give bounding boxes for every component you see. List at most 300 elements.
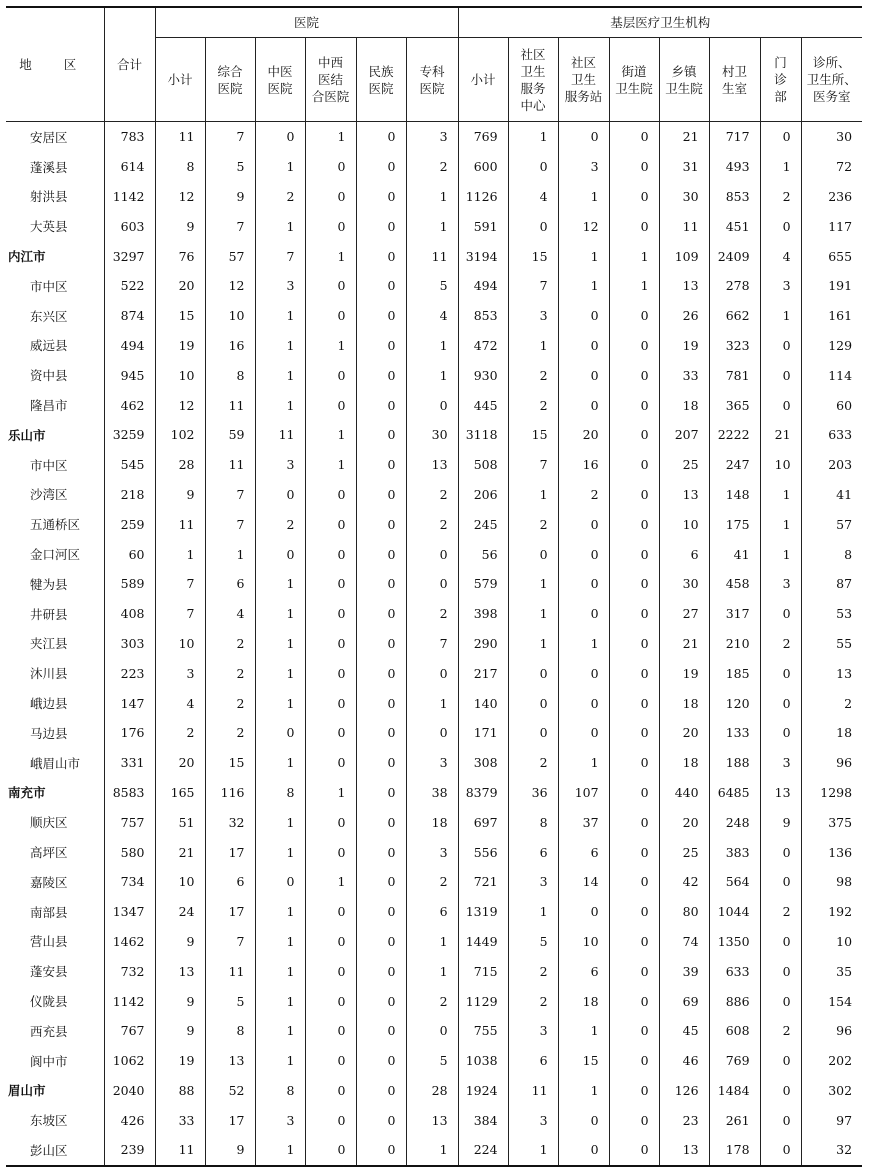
region-name: 阆中市 [30, 1053, 68, 1069]
value-text: 1142 [112, 188, 145, 204]
value-text: 0 [387, 516, 396, 532]
value-text: 248 [725, 814, 750, 830]
value-cell [205, 480, 255, 510]
value-text: 9 [236, 188, 245, 204]
table-row [6, 748, 862, 778]
value-text: 2 [439, 606, 448, 622]
value-text: 0 [640, 367, 649, 383]
value-cell [104, 837, 155, 867]
value-text: 0 [590, 1112, 599, 1128]
value-text: 102 [170, 427, 195, 443]
value-cell [801, 152, 862, 182]
value-cell [356, 331, 406, 361]
value-text: 161 [828, 308, 853, 324]
region-name-cell [6, 986, 104, 1016]
value-cell [104, 629, 155, 659]
value-cell [255, 986, 305, 1016]
value-text: 0 [387, 814, 396, 830]
value-text: 7 [186, 606, 195, 622]
value-text: 97 [836, 1112, 853, 1128]
value-cell [305, 241, 356, 271]
value-cell [558, 1046, 609, 1076]
value-cell [458, 1076, 508, 1106]
value-text: 1350 [717, 933, 750, 949]
value-cell [155, 748, 205, 778]
value-cell [205, 509, 255, 539]
value-cell [104, 569, 155, 599]
value-cell [801, 1105, 862, 1135]
value-text: 0 [640, 904, 649, 920]
value-text: 206 [473, 486, 498, 502]
value-cell [255, 569, 305, 599]
value-text: 697 [473, 814, 498, 830]
value-text: 0 [337, 963, 346, 979]
region-name-cell [6, 569, 104, 599]
value-text: 0 [387, 963, 396, 979]
value-text: 6 [690, 546, 699, 562]
value-cell [709, 390, 760, 420]
value-cell [558, 927, 609, 957]
value-text: 1 [590, 278, 599, 294]
value-text: 0 [337, 933, 346, 949]
value-cell [205, 1046, 255, 1076]
value-text: 0 [590, 665, 599, 681]
value-text: 2 [782, 635, 791, 651]
value-text: 1924 [465, 1082, 498, 1098]
value-cell [155, 778, 205, 808]
value-text: 0 [590, 367, 599, 383]
value-text: 0 [590, 904, 599, 920]
value-cell [801, 599, 862, 629]
value-cell [659, 241, 709, 271]
value-cell [356, 420, 406, 450]
value-cell [609, 331, 659, 361]
value-cell [305, 1046, 356, 1076]
value-text: 1298 [820, 784, 853, 800]
value-text: 1 [286, 397, 295, 413]
table-row [6, 658, 862, 688]
value-cell [305, 539, 356, 569]
value-text: 217 [473, 665, 498, 681]
value-text: 4 [782, 248, 791, 264]
value-cell [659, 480, 709, 510]
value-cell [558, 1016, 609, 1046]
value-cell [406, 599, 458, 629]
value-cell [406, 420, 458, 450]
value-text: 0 [640, 755, 649, 771]
value-text: 0 [387, 308, 396, 324]
region-name-cell [6, 390, 104, 420]
region-name-cell [6, 539, 104, 569]
value-cell [356, 956, 406, 986]
value-cell [801, 1046, 862, 1076]
column-header: 民族 医院 [356, 38, 406, 122]
value-text: 0 [387, 248, 396, 264]
value-cell [104, 599, 155, 629]
value-cell [659, 182, 709, 212]
value-cell [104, 807, 155, 837]
value-text: 0 [337, 755, 346, 771]
value-cell [255, 420, 305, 450]
value-cell [458, 778, 508, 808]
value-text: 10 [178, 367, 195, 383]
value-text: 27 [682, 606, 699, 622]
value-cell [406, 182, 458, 212]
value-text: 80 [682, 904, 699, 920]
value-cell [205, 956, 255, 986]
table-row [6, 927, 862, 957]
region-name-cell [6, 1135, 104, 1166]
value-text: 0 [640, 874, 649, 890]
value-text: 3 [539, 308, 548, 324]
value-cell [305, 211, 356, 241]
value-text: 721 [473, 874, 498, 890]
value-cell [305, 927, 356, 957]
value-text: 11 [178, 129, 195, 145]
value-text: 0 [439, 576, 448, 592]
table-row [6, 1105, 862, 1135]
value-text: 1 [286, 1142, 295, 1158]
value-cell [659, 629, 709, 659]
value-text: 0 [640, 963, 649, 979]
column-header: 综合 医院 [205, 38, 255, 122]
value-cell [255, 629, 305, 659]
region-name-cell [6, 897, 104, 927]
value-cell [406, 1135, 458, 1166]
column-header: 诊所、 卫生所、 医务室 [801, 38, 862, 122]
value-cell [558, 748, 609, 778]
value-cell [205, 301, 255, 331]
region-name: 沙湾区 [30, 487, 68, 503]
value-text: 600 [473, 159, 498, 175]
value-cell [508, 331, 558, 361]
value-cell [801, 807, 862, 837]
value-cell [801, 301, 862, 331]
value-text: 308 [473, 755, 498, 771]
value-cell [508, 748, 558, 778]
value-text: 6 [539, 1053, 548, 1069]
value-cell [508, 152, 558, 182]
value-text: 0 [590, 516, 599, 532]
value-cell [255, 867, 305, 897]
value-cell [104, 748, 155, 778]
value-cell [709, 1135, 760, 1166]
value-text: 564 [725, 874, 750, 890]
table-row [6, 778, 862, 808]
value-cell [458, 122, 508, 152]
value-cell [709, 927, 760, 957]
value-text: 0 [337, 516, 346, 532]
value-text: 0 [387, 159, 396, 175]
value-text: 1 [286, 337, 295, 353]
value-text: 2 [236, 635, 245, 651]
value-cell [255, 1046, 305, 1076]
value-text: 717 [725, 129, 750, 145]
value-text: 375 [828, 814, 853, 830]
value-text: 2222 [717, 427, 750, 443]
value-text: 0 [782, 218, 791, 234]
value-text: 32 [228, 814, 245, 830]
value-text: 21 [178, 844, 195, 860]
value-cell [155, 152, 205, 182]
value-text: 0 [387, 844, 396, 860]
value-cell [104, 1105, 155, 1135]
value-text: 35 [836, 963, 853, 979]
value-cell [155, 122, 205, 152]
value-cell [205, 1016, 255, 1046]
value-cell [760, 480, 801, 510]
value-cell [255, 390, 305, 420]
value-text: 853 [473, 308, 498, 324]
value-text: 7 [186, 576, 195, 592]
value-text: 0 [640, 635, 649, 651]
value-cell [508, 420, 558, 450]
value-cell [609, 1105, 659, 1135]
value-cell [709, 807, 760, 837]
value-text: 1 [337, 874, 346, 890]
value-text: 0 [387, 1112, 396, 1128]
value-cell [760, 927, 801, 957]
table-row [6, 599, 862, 629]
value-cell [104, 450, 155, 480]
value-cell [104, 778, 155, 808]
value-text: 21 [774, 427, 791, 443]
value-text: 769 [473, 129, 498, 145]
value-text: 3 [782, 576, 791, 592]
region-name: 营山县 [30, 934, 68, 950]
value-cell [609, 450, 659, 480]
value-text: 0 [286, 725, 295, 741]
region-name: 资中县 [30, 368, 68, 384]
value-cell [558, 509, 609, 539]
value-cell [659, 897, 709, 927]
value-text: 1347 [112, 904, 145, 920]
value-cell [609, 390, 659, 420]
value-cell [508, 807, 558, 837]
value-cell [760, 1076, 801, 1106]
value-text: 0 [337, 904, 346, 920]
value-text: 0 [640, 725, 649, 741]
value-cell [205, 599, 255, 629]
value-text: 3 [186, 665, 195, 681]
value-text: 2 [782, 904, 791, 920]
value-text: 591 [473, 218, 498, 234]
value-cell [458, 927, 508, 957]
value-cell [205, 241, 255, 271]
value-text: 133 [725, 725, 750, 741]
value-text: 0 [387, 337, 396, 353]
value-cell [801, 182, 862, 212]
value-text: 1 [286, 159, 295, 175]
value-text: 261 [725, 1112, 750, 1128]
value-text: 0 [387, 486, 396, 502]
value-cell [205, 539, 255, 569]
value-cell [659, 450, 709, 480]
value-text: 207 [674, 427, 699, 443]
value-text: 3 [539, 1023, 548, 1039]
value-text: 11 [178, 516, 195, 532]
region-name-cell [6, 718, 104, 748]
value-cell [104, 480, 155, 510]
value-text: 603 [120, 218, 145, 234]
value-text: 203 [828, 457, 853, 473]
value-text: 30 [431, 427, 448, 443]
value-cell [155, 718, 205, 748]
value-cell [709, 539, 760, 569]
value-text: 11 [178, 1142, 195, 1158]
value-cell [305, 271, 356, 301]
value-cell [458, 718, 508, 748]
value-text: 10 [774, 457, 791, 473]
region-name-cell [6, 688, 104, 718]
value-text: 74 [682, 933, 699, 949]
value-cell [205, 629, 255, 659]
value-cell [801, 748, 862, 778]
value-text: 426 [120, 1112, 145, 1128]
value-text: 1 [539, 337, 548, 353]
value-text: 13 [774, 784, 791, 800]
value-cell [760, 1016, 801, 1046]
value-cell [709, 1046, 760, 1076]
value-cell [558, 420, 609, 450]
value-text: 15 [178, 308, 195, 324]
table-row [6, 301, 862, 331]
table-row [6, 331, 862, 361]
value-cell [558, 152, 609, 182]
table-row [6, 807, 862, 837]
value-cell [406, 271, 458, 301]
value-cell [305, 807, 356, 837]
region-name-cell [6, 807, 104, 837]
value-cell [709, 211, 760, 241]
value-cell [356, 867, 406, 897]
value-text: 1 [590, 755, 599, 771]
value-cell [801, 1135, 862, 1166]
value-text: 0 [590, 308, 599, 324]
value-cell [406, 629, 458, 659]
value-text: 1 [286, 1023, 295, 1039]
value-text: 18 [682, 695, 699, 711]
value-cell [305, 778, 356, 808]
value-cell [104, 182, 155, 212]
value-text: 1 [286, 576, 295, 592]
value-cell [801, 509, 862, 539]
value-text: 31 [682, 159, 699, 175]
value-cell [458, 837, 508, 867]
value-text: 278 [725, 278, 750, 294]
region-column-header: 地 区 [6, 7, 104, 122]
value-cell [458, 211, 508, 241]
value-cell [659, 748, 709, 778]
value-cell [659, 1076, 709, 1106]
value-text: 655 [828, 248, 853, 264]
value-text: 15 [531, 248, 548, 264]
value-text: 0 [640, 486, 649, 502]
total-column-header: 合计 [104, 7, 155, 122]
value-cell [205, 152, 255, 182]
value-text: 3 [539, 1112, 548, 1128]
value-cell [458, 450, 508, 480]
column-header: 村卫 生室 [709, 38, 760, 122]
value-cell [356, 658, 406, 688]
value-text: 556 [473, 844, 498, 860]
value-text: 8379 [465, 784, 498, 800]
value-text: 0 [387, 576, 396, 592]
value-cell [356, 837, 406, 867]
value-text: 0 [640, 218, 649, 234]
value-cell [659, 718, 709, 748]
value-cell [104, 927, 155, 957]
value-text: 1 [439, 1142, 448, 1158]
value-cell [305, 122, 356, 152]
value-text: 7 [236, 129, 245, 145]
value-text: 19 [178, 337, 195, 353]
value-text: 147 [120, 695, 145, 711]
value-text: 0 [337, 546, 346, 562]
value-text: 2 [539, 367, 548, 383]
value-text: 176 [120, 725, 145, 741]
column-header: 街道 卫生院 [609, 38, 659, 122]
value-text: 930 [473, 367, 498, 383]
value-text: 715 [473, 963, 498, 979]
value-text: 0 [337, 1023, 346, 1039]
value-text: 0 [782, 1142, 791, 1158]
value-cell [458, 509, 508, 539]
table-row [6, 539, 862, 569]
region-name-cell [6, 182, 104, 212]
value-text: 116 [220, 784, 245, 800]
region-name-cell [6, 509, 104, 539]
value-text: 1 [782, 308, 791, 324]
value-text: 331 [120, 755, 145, 771]
value-text: 259 [120, 516, 145, 532]
value-cell [305, 182, 356, 212]
column-header: 小计 [458, 38, 508, 122]
value-text: 60 [836, 397, 853, 413]
value-text: 0 [782, 397, 791, 413]
value-cell [205, 211, 255, 241]
region-name-cell [6, 360, 104, 390]
value-cell [255, 718, 305, 748]
value-cell [255, 539, 305, 569]
table-row [6, 360, 862, 390]
value-cell [508, 241, 558, 271]
value-cell [205, 122, 255, 152]
value-text: 0 [782, 665, 791, 681]
value-text: 8 [844, 546, 853, 562]
value-cell [709, 241, 760, 271]
value-text: 0 [640, 1082, 649, 1098]
region-name: 峨边县 [30, 696, 68, 712]
value-cell [558, 360, 609, 390]
value-cell [458, 986, 508, 1016]
value-text: 0 [337, 367, 346, 383]
value-text: 303 [120, 635, 145, 651]
value-text: 522 [120, 278, 145, 294]
value-cell [305, 867, 356, 897]
region-name: 安居区 [30, 129, 68, 145]
value-text: 9 [186, 486, 195, 502]
region-name: 市中区 [30, 457, 68, 473]
value-text: 0 [286, 874, 295, 890]
value-text: 1 [539, 904, 548, 920]
value-cell [801, 122, 862, 152]
value-text: 30 [682, 188, 699, 204]
value-text: 1 [439, 695, 448, 711]
value-text: 30 [836, 129, 853, 145]
value-text: 69 [682, 993, 699, 1009]
value-cell [406, 1016, 458, 1046]
